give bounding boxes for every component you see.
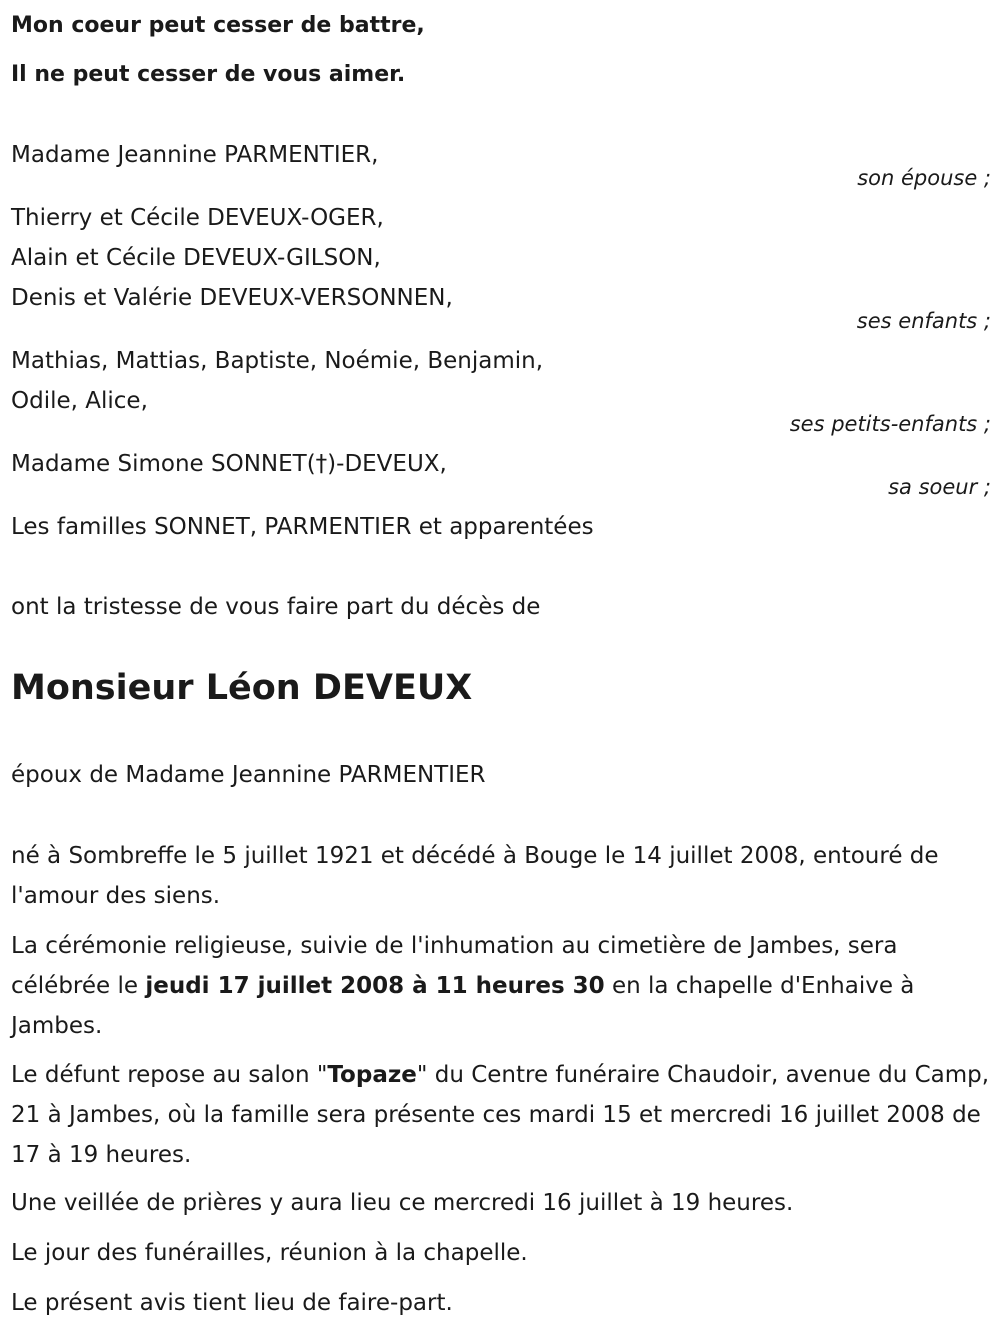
deceased-name: Monsieur Léon DEVEUX <box>11 668 473 708</box>
rest-paragraph <box>11 1055 996 1175</box>
epigraph-line-2: Il ne peut cesser de vous aimer. <box>11 62 406 87</box>
announcement: ont la tristesse de vous faire part du décès de <box>11 594 541 620</box>
grandchildren-line-2: Odile, Alice, <box>11 388 148 414</box>
ceremony-text-start: La cérémonie religieuse, suivie de l'inhumation au cimetière de Jambes, sera célébrée le <box>11 933 898 999</box>
sister-role: sa soeur ; <box>888 475 991 499</box>
children-role: ses enfants ; <box>856 309 991 333</box>
epigraph-line-1: Mon coeur peut cesser de battre, <box>11 13 425 38</box>
rest-text-start: Le défunt repose au salon " <box>11 1062 328 1088</box>
spouse-name: Madame Jeannine PARMENTIER, <box>11 142 379 168</box>
ceremony-date: jeudi 17 juillet 2008 à 11 heures 30 <box>145 973 605 999</box>
child-3: Denis et Valérie DEVEUX-VERSONNEN, <box>11 285 453 311</box>
sister-name: Madame Simone SONNET(†)-DEVEUX, <box>11 451 447 477</box>
grandchildren-line-1: Mathias, Mattias, Baptiste, Noémie, Benjamin, <box>11 348 544 374</box>
meeting-line: Le jour des funérailles, réunion à la chapelle. <box>11 1240 528 1266</box>
spouse-of: époux de Madame Jeannine PARMENTIER <box>11 762 486 788</box>
vigil-line: Une veillée de prières y aura lieu ce mercredi 16 juillet à 19 heures. <box>11 1190 794 1216</box>
ceremony-paragraph <box>11 926 996 1046</box>
families-line: Les familles SONNET, PARMENTIER et apparentées <box>11 514 594 540</box>
birth-death-paragraph: né à Sombreffe le 5 juillet 1921 et décédé à Bouge le 14 juillet 2008, entouré de l'amour des siens. <box>11 843 939 909</box>
ceremony-text-end: en la chapelle d'Enhaive à Jambes. <box>11 973 915 1039</box>
child-1: Thierry et Cécile DEVEUX-OGER, <box>11 205 384 231</box>
salon-name: Topaze <box>327 1062 417 1088</box>
rest-text-end: " du Centre funéraire Chaudoir, avenue du Camp, 21 à Jambes, où la famille sera présente ces mardi 15 et mercredi 16 juillet 2008 de 17 à 19 heures. <box>11 1062 990 1168</box>
grandchildren-role: ses petits-enfants ; <box>789 412 991 436</box>
spouse-role: son épouse ; <box>857 166 991 190</box>
child-2: Alain et Cécile DEVEUX-GILSON, <box>11 245 381 271</box>
notice-line: Le présent avis tient lieu de faire-part. <box>11 1290 453 1316</box>
